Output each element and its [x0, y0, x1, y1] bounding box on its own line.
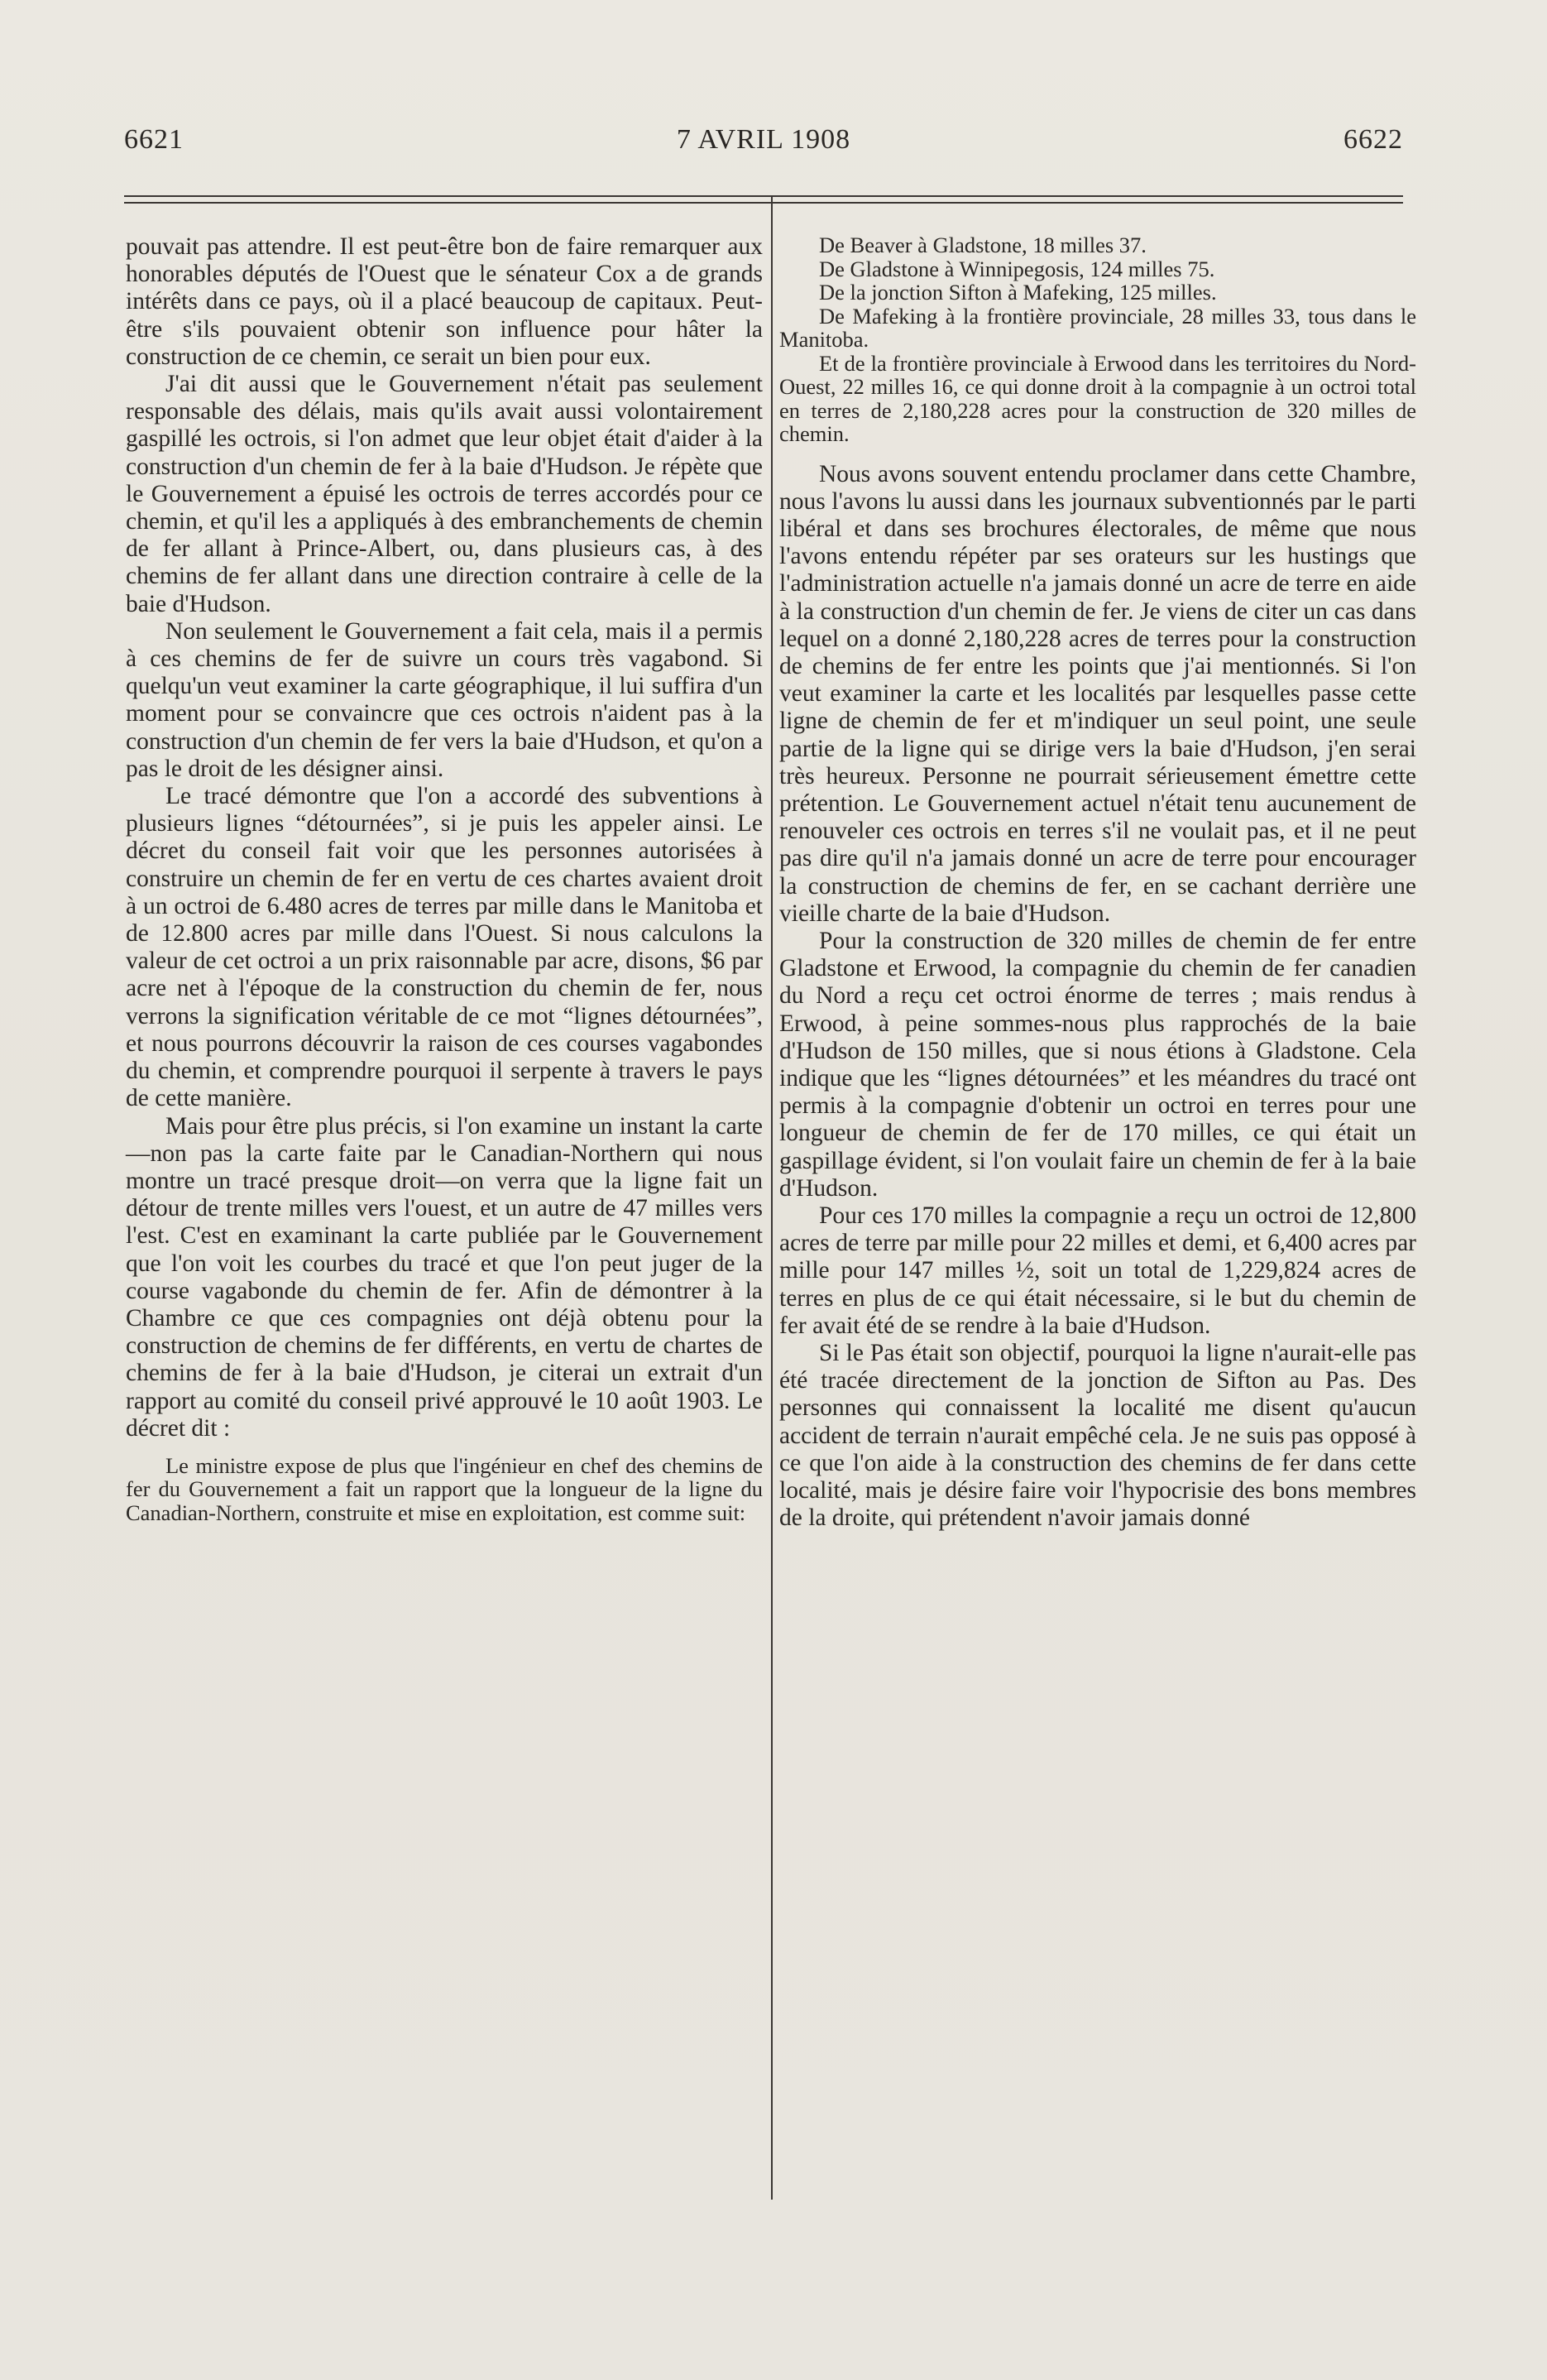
page-date: 7 AVRIL 1908 [676, 124, 851, 155]
list-item: De la jonction Sifton à Mafeking, 125 milles. [819, 280, 1217, 305]
paragraph: Nous avons souvent entendu proclamer dans cette Chambre, nous l'avons lu aussi dans les journaux subventionnés par le parti libéral et dans ses brochures électorales, de même que nous l'avons entendu répéter par ses orateurs sur les hustings que l'administration actuelle n'a jamais donné un acre de terre en aide à la construction d'un chemin de fer. Je viens de citer un cas dans lequel on a donné 2,180,228 acres de terres pour la construction de chemins de fer entre les points que j'ai mentionnés. Si l'on veut examiner la carte et les localités par lesquelles passe cette ligne de chemin de fer et m'indiquer un seul point, une seule partie de la ligne qui se dirige vers la baie d'Hudson, j'en serai très heureux. Personne ne pourrait sérieusement émettre cette prétention. Le Gouvernement actuel n'était tenu aucunement de renouveler ces octrois en terres s'il ne voulait pas, et il ne peut pas dire qu'il n'a jamais donné un acre de terre pour encourager la construction de chemins de fer, en se cachant derrière une vieille charte de la baie d'Hudson. [779, 460, 1416, 927]
list-item: De Beaver à Gladstone, 18 milles 37. [819, 233, 1147, 257]
column-divider [771, 197, 773, 2200]
paragraph: Le tracé démontre que l'on a accordé des subventions à plusieurs lignes “détournées”, si je puis les appeler ainsi. Le décret du conseil fait voir que les personnes autorisées à construire un chemin de fer en vertu de ces chartes avaient droit à un octroi de 6.480 acres de terres par mille dans le Manitoba et de 12.800 acres par mille dans l'Ouest. Si nous calculons la valeur de cet octroi a un prix raisonnable par acre, disons, $6 par acre net à l'époque de la construction du chemin de fer, nous verrons la signification véritable de ce mot “lignes détournées”, et nous pourrons découvrir la raison de ces courses vagabondes du chemin, et comprendre pourquoi il serpente à travers le pays de cette manière. [126, 783, 763, 1112]
paragraph: Pour ces 170 milles la compagnie a reçu un octroi de 12,800 acres de terre par mille pour 22 milles et demi, et 6,400 acres par mille pour 147 milles ½, soit un total de 1,229,824 acres de terres en plus de ce qui était nécessaire, si le but du chemin de fer avait été de se rendre à la baie d'Hudson. [779, 1202, 1416, 1339]
header-rule-bottom [124, 202, 1403, 204]
paragraph: pouvait pas attendre. Il est peut-être bon de faire remarquer aux honorables députés de l'Ouest que le sénateur Cox a de grands intérêts dans ce pays, où il a placé beaucoup de capitaux. Peut-être s'ils pouvaient obtenir son influence pour hâter la construction de ce chemin, ce serait un bien pour eux. [126, 233, 763, 370]
paragraph: Pour la construction de 320 milles de chemin de fer entre Gladstone et Erwood, la compagnie du chemin de fer canadien du Nord a reçu cet octroi énorme de terres ; mais rendus à Erwood, à peine sommes-nous plus rapprochés de la baie d'Hudson de 150 milles, que si nous étions à Gladstone. Cela indique que les “lignes détournées” et les méandres du tracé ont permis à la compagnie d'obtenir un octroi en terres pour une longueur de chemin de fer de 170 milles, ce qui était un gaspillage évident, si l'on voulait faire un chemin de fer à la baie d'Hudson. [779, 927, 1416, 1202]
paragraph: Non seulement le Gouvernement a fait cela, mais il a permis à ces chemins de fer de suivre un cours très vagabond. Si quelqu'un veut examiner la carte géographique, il lui suffira d'un moment pour se convaincre que ces octrois n'aident pas à la construction d'un chemin de fer vers la baie d'Hudson, et qu'on a pas le droit de les désigner ainsi. [126, 617, 763, 782]
page-header [124, 124, 1403, 166]
paragraph: Mais pour être plus précis, si l'on examine un instant la carte—non pas la carte faite par le Canadian-Northern qui nous montre un tracé presque droit—on verra que la ligne fait un détour de trente milles vers l'ouest, et un autre de 47 milles vers l'est. C'est en examinant la carte publiée par le Gouvernement que l'on voit les courbes du tracé et que l'on peut juger de la course vagabonde du chemin de fer. Afin de démontrer à la Chambre ce que ces compagnies ont déjà obtenu pour la construction de chemins de fer différents, en vertu de chartes de chemins de fer à la baie d'Hudson, je citerai un extrait d'un rapport au comité du conseil privé approuvé le 10 août 1903. Le décret dit : [126, 1112, 763, 1442]
left-column [126, 233, 763, 2186]
paragraph: Si le Pas était son objectif, pourquoi la ligne n'aurait-elle pas été tracée directement de la jonction de Sifton au Pas. Des personnes qui connaissent la localité me disent qu'aucun accident de terrain n'aurait empêché cela. Je ne suis pas opposé à ce que l'on aide à la construction des chemins de fer dans cette localité, mais je désire faire voir l'hypocrisie des bons membres de la droite, qui prétendent n'avoir jamais donné [779, 1340, 1416, 1532]
header-rule-top [124, 195, 1403, 197]
quoted-decree: Le ministre expose de plus que l'ingénieur en chef des chemins de fer du Gouvernement a fait un rapport que la longueur de la ligne du Canadian-Northern, construite et mise en exploitation, est comme suit: [126, 1452, 763, 1525]
paragraph: J'ai dit aussi que le Gouvernement n'était pas seulement responsable des délais, mais qu'ils avait aussi volontairement gaspillé les octrois, si l'on admet que leur objet était d'aider à la construction d'un chemin de fer à la baie d'Hudson. Je répète que le Gouvernement a épuisé les octrois de terres accordés pour ce chemin, et qu'il les a appliqués à des embranchements de chemin de fer allant à Prince-Albert, ou, dans plusieurs cas, à des chemins de fer allant dans une direction contraire à celle de la baie d'Hudson. [126, 371, 763, 617]
list-item: De Gladstone à Winnipegosis, 124 milles 75. [819, 256, 1215, 281]
list-item: Et de la frontière provinciale à Erwood dans les territoires du Nord-Ouest, 22 milles 16, ce qui donne droit à la compagnie à un octroi total en terres de 2,180,228 acres pour la construction de 320 milles de chemin. [779, 350, 1416, 446]
right-column [779, 233, 1416, 2186]
page-number-left: 6621 [124, 124, 184, 155]
page-number-right: 6622 [1343, 124, 1403, 155]
list-item: De Mafeking à la frontière provinciale, 28 milles 33, tous dans le Manitoba. [779, 303, 1416, 352]
